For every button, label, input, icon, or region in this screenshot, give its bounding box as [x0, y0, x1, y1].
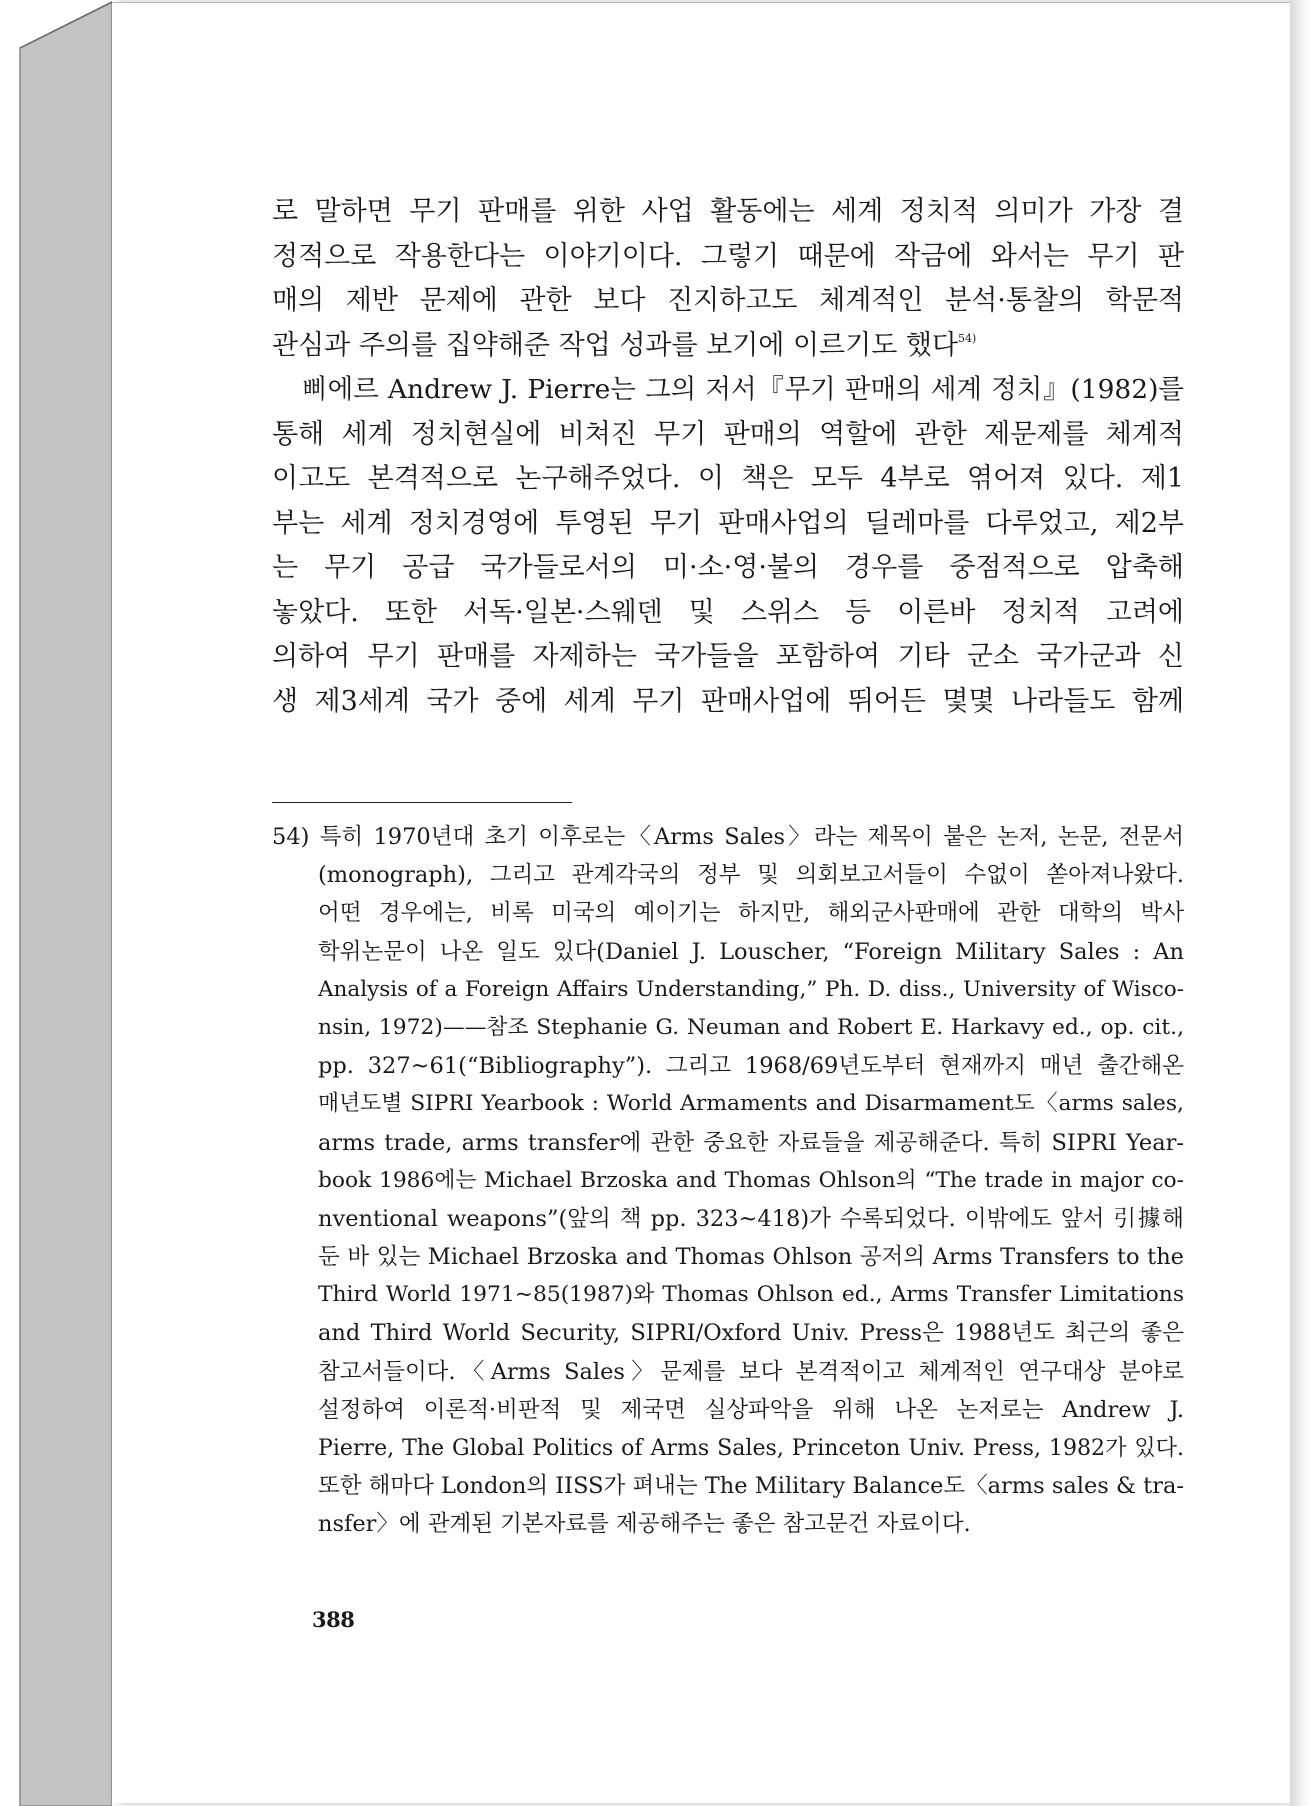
footnote-line: 참고서들이다.〈Arms Sales〉문제를 보다 본격적이고 체계적인 연구대상 분야로	[318, 1358, 1184, 1385]
page-edge	[1290, 0, 1310, 1806]
body-line: 이고도 본격적으로 논구해주었다. 이 책은 모두 4부로 엮어져 있다. 제1	[272, 463, 1184, 494]
footnote-54	[272, 818, 1184, 1544]
body-line: 정적으로 작용한다는 이야기이다. 그렇기 때문에 작금에 와서는 무기 판	[272, 240, 1184, 272]
footnote-line: Third World 1971~85(1987)와 Thomas Ohlson ed., Arms Transfer Limitations	[318, 1282, 1184, 1308]
footnote-line: nsin, 1972)——참조 Stephanie G. Neuman and Robert E. Harkavy ed., op. cit.,	[318, 1014, 1184, 1040]
footnote-line: 학위논문이 나온 일도 있다(Daniel J. Louscher, “Foreign Military Sales : An	[318, 938, 1184, 965]
footnote-line: nventional weapons”(앞의 책 pp. 323~418)가 수록되었다. 이밖에도 앞서 引據해	[318, 1205, 1184, 1232]
book-spine	[0, 0, 112, 1806]
footnote-reference: 54)	[958, 331, 977, 345]
body-line-text: 관심과 주의를 집약해준 작업 성과를 보기에 이르기도 했다	[272, 329, 959, 361]
footnote-line: 둔 바 있는 Michael Brzoska and Thomas Ohlson 공저의 Arms Transfers to the	[318, 1244, 1184, 1271]
footnote-line: 어떤 경우에는, 비록 미국의 예이기는 하지만, 해외군사판매에 관한 대학의 박사	[318, 900, 1184, 927]
body-line: 삐에르 Andrew J. Pierre는 그의 저서『무기 판매의 세계 정치』(1982)를	[302, 374, 1184, 405]
footnote-line: pp. 327~61(“Bibliography”). 그리고 1968/69년도부터 현재까지 매년 출간해온	[318, 1053, 1184, 1080]
footnote-line: 또한 해마다 London의 IISS가 펴내는 The Military Balance도〈arms sales & tra-	[318, 1473, 1184, 1500]
body-line: 부는 세계 정치경영에 투영된 무기 판매사업의 딜레마를 다루었고, 제2부	[272, 507, 1184, 539]
footnote-line: 설정하여 이론적·비판적 및 제국면 실상파악을 위해 나온 논저로는 Andrew J.	[318, 1396, 1184, 1423]
body-line: 는 무기 공급 국가들로서의 미·소·영·불의 경우를 중점적으로 압축해	[272, 552, 1184, 583]
footnote-line: book 1986에는 Michael Brzoska and Thomas Ohlson의 “The trade in major co-	[318, 1167, 1184, 1193]
body-text	[272, 190, 1184, 724]
footnote-line: (monograph), 그리고 관계각국의 정부 및 의회보고서들이 수없이 쏟아져나왔다.	[318, 862, 1184, 889]
footnote-line: Analysis of a Foreign Affairs Understanding,” Ph. D. diss., University of Wisco-	[318, 976, 1184, 1002]
footnote-line: 54) 특히 1970년대 초기 이후로는〈Arms Sales〉라는 제목이 붙은 논저, 논문, 전문서	[272, 824, 1184, 850]
body-line: 로 말하면 무기 판매를 위한 사업 활동에는 세계 정치적 의미가 가장 결	[272, 196, 1184, 227]
body-line: 통해 세계 정치현실에 비쳐진 무기 판매의 역할에 관한 제문제를 체계적	[272, 418, 1184, 450]
footnote-line: nsfer〉에 관계된 기본자료를 제공해주는 좋은 참고문건 자료이다.	[318, 1511, 971, 1538]
body-line: 놓았다. 또한 서독·일본·스웨덴 및 스위스 등 이른바 정치적 고려에	[272, 596, 1184, 628]
body-line: 매의 제반 문제에 관한 보다 진지하고도 체계적인 분석·통찰의 학문적	[272, 285, 1184, 316]
page-number: 388	[312, 1607, 355, 1632]
body-line: 의하여 무기 판매를 자제하는 국가들을 포함하여 기타 군소 국가군과 신	[272, 641, 1184, 672]
footnote-line: Pierre, The Global Politics of Arms Sales, Princeton Univ. Press, 1982가 있다.	[318, 1435, 1184, 1461]
footnote-line: and Third World Security, SIPRI/Oxford Univ. Press은 1988년도 최근의 좋은	[318, 1320, 1184, 1347]
footnote-line: 매년도별 SIPRI Yearbook : World Armaments and Disarmament도〈arms sales,	[318, 1091, 1184, 1117]
footnote-divider	[272, 802, 572, 803]
body-line: 생 제3세계 국가 중에 세계 무기 판매사업에 뛰어든 몇몇 나라들도 함께	[272, 685, 1184, 717]
footnote-line: arms trade, arms transfer에 관한 중요한 자료들을 제공해준다. 특히 SIPRI Year-	[318, 1129, 1184, 1156]
body-line	[272, 324, 1184, 369]
